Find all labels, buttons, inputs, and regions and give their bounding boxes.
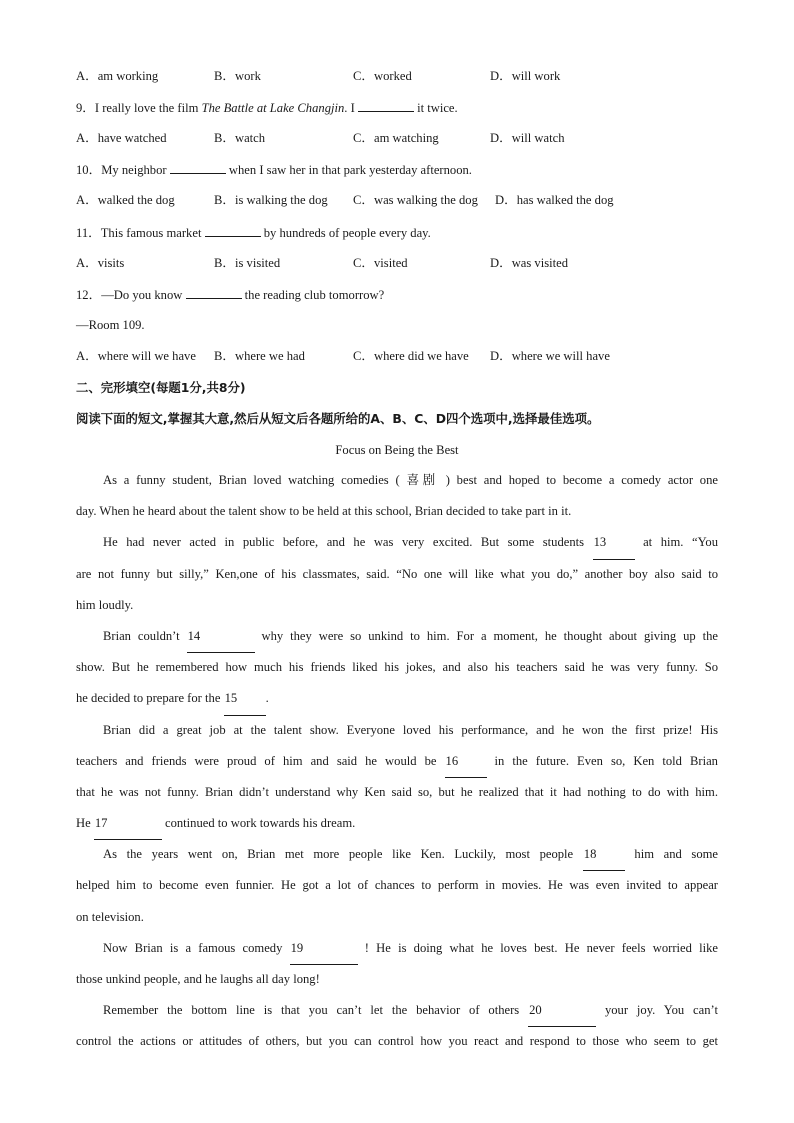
q10-stem: 10．My neighbor when I saw her in that park yesterday afternoon. [76, 163, 472, 177]
q9-option-c[interactable]: C．am watching [353, 131, 439, 145]
blank-13[interactable]: 13 [593, 527, 635, 559]
q9-option-a[interactable]: A．have watched [76, 131, 167, 145]
q12-answer: —Room 109. [76, 318, 145, 332]
blank-17[interactable]: 17 [94, 808, 162, 840]
blank-18[interactable]: 18 [583, 839, 625, 871]
q9-options [76, 130, 736, 146]
passage-line: he decided to prepare for the 15 . [76, 683, 718, 714]
blank-14[interactable]: 14 [187, 621, 255, 653]
q11-blank [205, 224, 261, 237]
passage-title: Focus on Being the Best [335, 443, 459, 457]
q11-option-d[interactable]: D．was visited [490, 256, 569, 270]
q9-film-title: The Battle at Lake Changjin [201, 101, 345, 115]
passage-line: are not funny but silly,” Ken,one of his classmates, said. “No one will like what you do,” another boy also said to [76, 566, 718, 581]
blank-19[interactable]: 19 [290, 933, 358, 965]
passage-line: him loudly. [76, 597, 134, 612]
q8-option-c[interactable]: C．worked [353, 69, 412, 83]
q11-option-a[interactable]: A．visits [76, 256, 125, 270]
passage-line: He had never acted in public before, and he was very excited. But some students 13 at him. “You [76, 527, 718, 558]
q12-options [76, 348, 736, 364]
q11-option-c[interactable]: C．visited [353, 256, 408, 270]
blank-15[interactable]: 15 [224, 683, 266, 715]
passage-line: those unkind people, and he laughs all day long! [76, 972, 320, 986]
passage-line: Brian did a great job at the talent show. Everyone loved his performance, and he won the first prize! His [103, 722, 718, 737]
q8-options [76, 68, 736, 84]
q12-option-a[interactable]: A．where will we have [76, 349, 196, 363]
section-heading: 二、完形填空(每题1分,共8分) [76, 380, 246, 395]
passage-line: He 17 continued to work towards his dream. [76, 808, 718, 839]
q11-option-b[interactable]: B．is visited [214, 256, 281, 270]
q9-option-d[interactable]: D．will watch [490, 131, 565, 145]
q12-option-d[interactable]: D．where we will have [490, 349, 610, 363]
q11-options [76, 255, 736, 271]
q8-option-a[interactable]: A．am working [76, 69, 159, 83]
passage-line: that he was not funny. Brian didn’t understand why Ken said so, but he realized that it had nothing to do with him. [76, 784, 718, 799]
blank-16[interactable]: 16 [445, 746, 487, 778]
passage-line: control the actions or attitudes of others, but you can control how you react and respond to those who seem to get [76, 1034, 718, 1049]
q12-option-b[interactable]: B．where we had [214, 349, 305, 363]
q9-stem: 9．I really love the film The Battle at Lake Changjin. I it twice. [76, 101, 458, 115]
q10-options [76, 192, 736, 208]
passage-line: Brian couldn’t 14 why they were so unkind to him. For a moment, he thought about giving up the [76, 621, 718, 652]
q12-blank [186, 286, 242, 299]
q12-option-c[interactable]: C．where did we have [353, 349, 469, 363]
blank-20[interactable]: 20 [528, 995, 596, 1027]
passage-line: As the years went on, Brian met more people like Ken. Luckily, most people 18 him and some [76, 839, 718, 870]
q8-option-b[interactable]: B．work [214, 69, 261, 83]
passage-line: Remember the bottom line is that you can’t let the behavior of others 20 your joy. You can’t [76, 995, 718, 1026]
passage-line: As a funny student, Brian loved watching comedies ( 喜剧 ) best and hoped to become a comedy actor one [103, 473, 718, 487]
passage-line: show. But he remembered how much his friends liked his jokes, and also his teachers said he was very funny. So [76, 660, 718, 675]
q10-option-d[interactable]: D．has walked the dog [495, 193, 614, 207]
passage-line: Now Brian is a famous comedy 19 ! He is doing what he loves best. He never feels worried like [76, 933, 718, 964]
q10-option-c[interactable]: C．was walking the dog [353, 193, 478, 207]
q8-option-d[interactable]: D．will work [490, 69, 561, 83]
q12-stem: 12．—Do you know the reading club tomorrow? [76, 288, 385, 302]
passage-line: helped him to become even funnier. He got a lot of chances to perform in movies. He was even invited to appear [76, 878, 718, 893]
passage-line: day. When he heard about the talent show to be held at this school, Brian decided to take part in it. [76, 504, 572, 519]
q10-option-a[interactable]: A．walked the dog [76, 193, 175, 207]
q10-blank [170, 161, 226, 174]
section-instruction: 阅读下面的短文,掌握其大意,然后从短文后各题所给的A、B、C、D四个选项中,选择最佳选项。 [76, 411, 600, 426]
q11-stem: 11．This famous market by hundreds of people every day. [76, 226, 431, 240]
q10-option-b[interactable]: B．is walking the dog [214, 193, 328, 207]
q9-blank [358, 99, 414, 112]
passage [76, 465, 718, 1058]
passage-line: on television. [76, 909, 144, 924]
passage-line: teachers and friends were proud of him and said he would be 16 in the future. Even so, Ken told Brian [76, 746, 718, 777]
q9-option-b[interactable]: B．watch [214, 131, 266, 145]
